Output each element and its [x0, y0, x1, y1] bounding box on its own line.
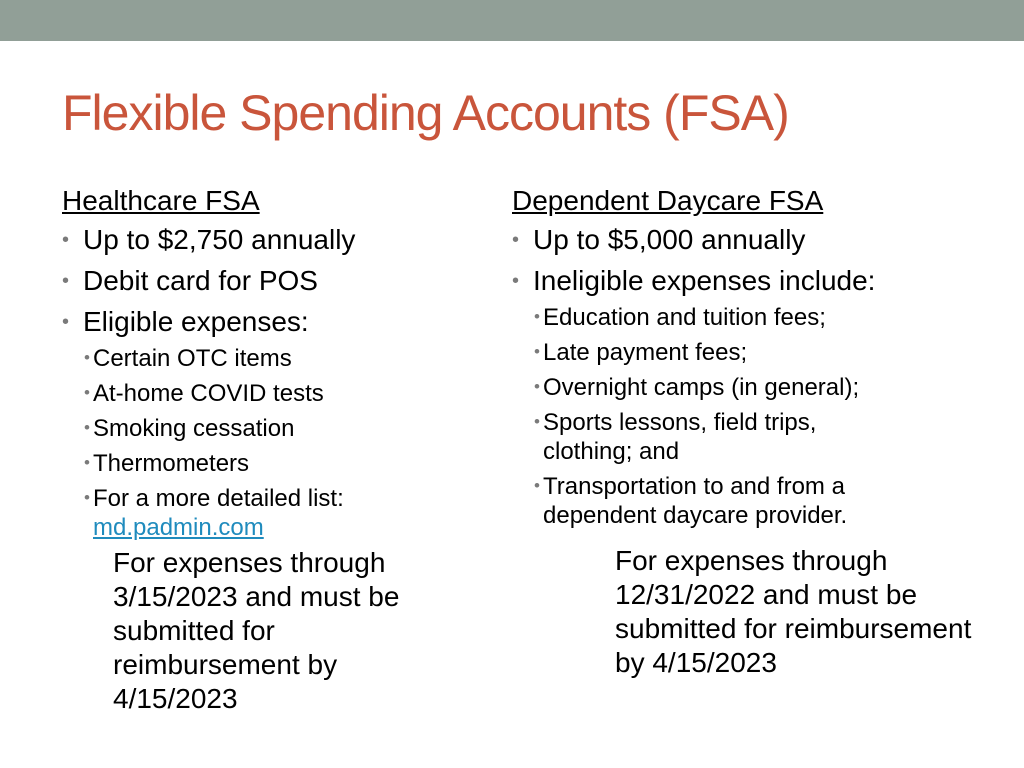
detailed-list-link[interactable]: md.padmin.com — [93, 514, 264, 541]
bullet-icon: • — [534, 476, 540, 495]
bullet-icon: • — [512, 229, 520, 251]
bullet-icon: • — [84, 453, 90, 472]
list-item: • Overnight camps (in general); — [534, 374, 860, 401]
dependent-daycare-fsa-heading: Dependent Daycare FSA — [512, 185, 824, 216]
list-item: • Thermometers — [84, 450, 250, 477]
list-item: • For a more detailed list: md.padmin.com — [84, 485, 344, 541]
healthcare-fsa-list — [62, 222, 482, 542]
bullet-icon: • — [84, 418, 90, 437]
eligible-expenses-list — [83, 344, 482, 542]
list-item: • Eligible expenses: • Certain OTC items • At-home COVID tests • Smoking cessation • Thermometers • For a more detailed list: md.padmin.com — [62, 304, 482, 542]
list-item: • Smoking cessation — [84, 415, 295, 442]
list-item: • Transportation to and from a dependent daycare provider. — [534, 473, 848, 529]
healthcare-fsa-column — [62, 183, 482, 548]
bullet-icon: • — [512, 270, 520, 292]
list-item: • Certain OTC items — [84, 345, 292, 372]
dependent-daycare-fsa-deadline-note: For expenses through 12/31/2022 and must be submitted for reimbursement by 4/15/2023 — [615, 545, 972, 678]
bullet-icon: • — [62, 229, 70, 251]
ineligible-expenses-list — [533, 303, 992, 530]
bullet-icon: • — [84, 383, 90, 402]
list-item: • Debit card for POS — [62, 263, 482, 299]
bullet-icon: • — [62, 270, 70, 292]
healthcare-fsa-heading: Healthcare FSA — [62, 185, 260, 216]
bullet-icon: • — [534, 307, 540, 326]
list-item: • Up to $2,750 annually — [62, 222, 482, 258]
list-item: • Late payment fees; — [534, 339, 748, 366]
list-item: • Ineligible expenses include: • Education and tuition fees; • Late payment fees; • Overnight camps (in general); • Sports lessons, field trips, clothing; and • Transportation to and from a dependent daycare provider. — [512, 263, 992, 530]
top-bar — [0, 0, 1024, 41]
bullet-icon: • — [534, 377, 540, 396]
slide-title: Flexible Spending Accounts (FSA) — [62, 85, 789, 141]
list-item: • Education and tuition fees; — [534, 304, 826, 331]
bullet-icon: • — [84, 488, 90, 507]
dependent-daycare-fsa-column — [512, 183, 992, 536]
dependent-daycare-fsa-list — [512, 222, 992, 530]
bullet-icon: • — [62, 311, 70, 333]
list-item: • Up to $5,000 annually — [512, 222, 992, 258]
list-item: • Sports lessons, field trips, clothing; and — [534, 409, 817, 465]
healthcare-fsa-deadline-note: For expenses through 3/15/2023 and must be submitted for reimbursement by 4/15/2023 — [113, 547, 400, 714]
bullet-icon: • — [534, 412, 540, 431]
list-item: • At-home COVID tests — [84, 380, 324, 407]
bullet-icon: • — [534, 342, 540, 361]
bullet-icon: • — [84, 348, 90, 367]
